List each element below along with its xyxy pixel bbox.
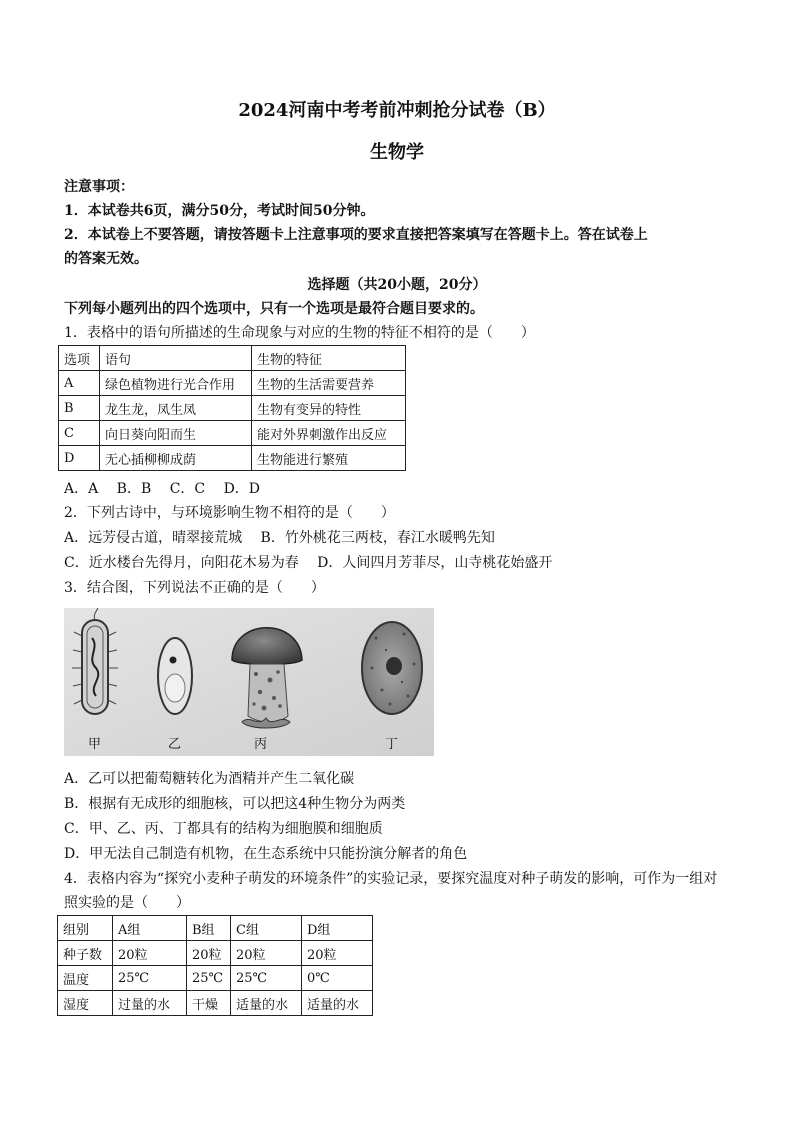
table-cell: 生物能进行繁殖	[252, 446, 406, 471]
table-row	[59, 421, 406, 446]
table-cell: 20粒	[231, 941, 302, 966]
exam-title: 2024河南中考考前冲刺抢分试卷（B）	[238, 100, 556, 121]
table-cell: 能对外界刺激作出反应	[252, 421, 406, 446]
table-cell: 20粒	[302, 941, 373, 966]
question-3-option-d: D．甲无法自己制造有机物，在生态系统中只能扮演分解者的角色	[64, 846, 468, 862]
question-2-options-ab: A．远芳侵古道，晴翠接荒城 B．竹外桃花三两枝，春江水暖鸭先知	[64, 530, 495, 546]
table-cell: 向日葵向阳而生	[100, 421, 252, 446]
table-cell: D组	[302, 916, 373, 941]
notice-item-2: 2．本试卷上不要答题，请按答题卡上注意事项的要求直接把答案填写在答题卡上。答在试卷上	[64, 227, 648, 243]
question-3-option-a: A．乙可以把葡萄糖转化为酒精并产生二氧化碳	[64, 771, 355, 787]
table-cell: 龙生龙，凤生凤	[100, 396, 252, 421]
question-3-option-c: C．甲、乙、丙、丁都具有的结构为细胞膜和细胞质	[64, 821, 383, 837]
table-cell: 过量的水	[113, 991, 187, 1016]
table-row	[58, 991, 373, 1016]
table-cell: A组	[113, 916, 187, 941]
cell-illustration	[362, 622, 422, 714]
notice-item-1: 1．本试卷共6页，满分50分，考试时间50分钟。	[64, 203, 375, 219]
figure-label-jia: 甲	[88, 737, 102, 752]
subject-title: 生物学	[370, 142, 424, 163]
question-3-stem: 3．结合图，下列说法不正确的是（ ）	[64, 580, 325, 596]
figure-label-yi: 乙	[168, 737, 182, 752]
table-row	[59, 396, 406, 421]
table-cell: B组	[187, 916, 231, 941]
table-cell: 25℃	[231, 966, 302, 991]
table-cell: 20粒	[187, 941, 231, 966]
figure-label-ding: 丁	[385, 737, 399, 752]
table-cell: 生物有变异的特性	[252, 396, 406, 421]
question-1-table	[58, 345, 406, 471]
table-cell: 湿度	[58, 991, 113, 1016]
table-cell: D	[59, 446, 100, 471]
question-4-table	[57, 915, 373, 1016]
figure-label-bing: 丙	[254, 737, 268, 752]
table-row	[58, 941, 373, 966]
table-cell: 语句	[100, 346, 252, 371]
table-cell: 无心插柳柳成荫	[100, 446, 252, 471]
table-cell: 绿色植物进行光合作用	[100, 371, 252, 396]
table-cell: 生物的特征	[252, 346, 406, 371]
yeast-illustration	[158, 638, 192, 714]
table-cell: 生物的生活需要营养	[252, 371, 406, 396]
table-cell: A	[59, 371, 100, 396]
section-instruction: 下列每小题列出的四个选项中，只有一个选项是最符合题目要求的。	[64, 301, 484, 317]
question-3-figure	[64, 608, 434, 756]
table-row	[58, 966, 373, 991]
table-cell: 干燥	[187, 991, 231, 1016]
table-cell: 种子数	[58, 941, 113, 966]
table-cell: 组别	[58, 916, 113, 941]
table-cell: 温度	[58, 966, 113, 991]
table-cell: 20粒	[113, 941, 187, 966]
question-2-stem: 2．下列古诗中，与环境影响生物不相符的是（ ）	[64, 505, 395, 521]
table-cell: C组	[231, 916, 302, 941]
table-cell: 选项	[59, 346, 100, 371]
table-row	[59, 371, 406, 396]
question-1-stem: 1．表格中的语句所描述的生命现象与对应的生物的特征不相符的是（ ）	[64, 325, 535, 341]
table-cell: 25℃	[187, 966, 231, 991]
table-cell: B	[59, 396, 100, 421]
question-4-stem: 4．表格内容为“探究小麦种子萌发的环境条件”的实验记录，要探究温度对种子萌发的影响，可作为一组对	[64, 871, 718, 887]
question-3-option-b: B．根据有无成形的细胞核，可以把这4种生物分为两类	[64, 796, 406, 812]
notice-item-2-cont: 的答案无效。	[64, 251, 148, 267]
table-row	[59, 346, 406, 371]
section-title: 选择题（共20小题，20分）	[307, 277, 487, 293]
notice-heading: 注意事项：	[64, 179, 134, 195]
table-cell: 适量的水	[231, 991, 302, 1016]
table-row	[59, 446, 406, 471]
table-cell: C	[59, 421, 100, 446]
question-1-options: A．A B．B C．C D．D	[64, 481, 261, 497]
question-4-stem-cont: 照实验的是（ ）	[64, 895, 190, 911]
table-cell: 0℃	[302, 966, 373, 991]
question-2-options-cd: C．近水楼台先得月，向阳花木易为春 D．人间四月芳菲尽，山寺桃花始盛开	[64, 555, 553, 571]
table-row	[58, 916, 373, 941]
table-cell: 适量的水	[302, 991, 373, 1016]
table-cell: 25℃	[113, 966, 187, 991]
